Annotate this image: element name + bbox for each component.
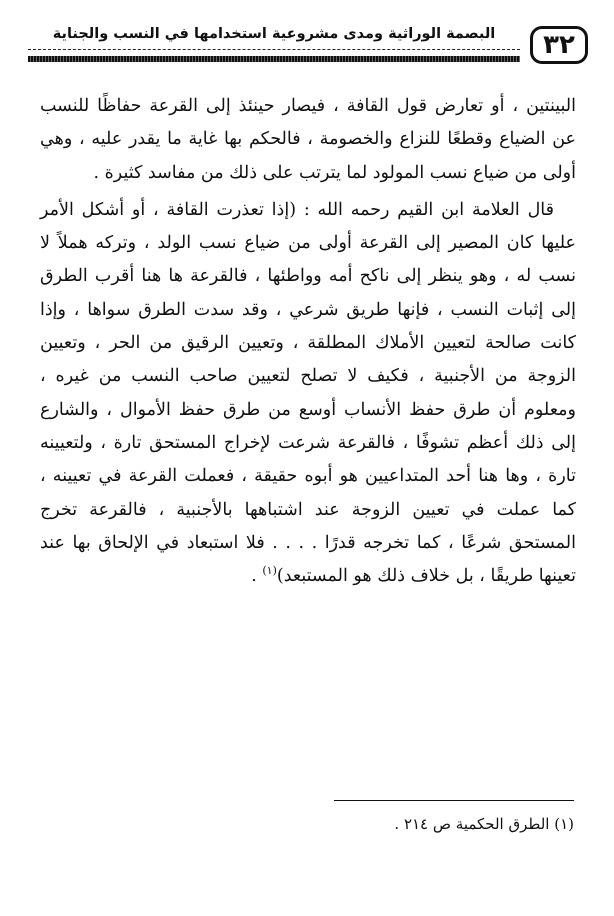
paragraph-2-end: . (251, 566, 263, 587)
paragraph-1: البينتين ، أو تعارض قول القافة ، فيصار حينئذ إلى القرعة حفاظًا للنسب عن الضياع وقطعًا للنزاع والخصومة ، فالحكم بها غاية ما يقدر عليه ، وهي أولى من ضياع نسب المولود لما يترتب على ذلك من مفاسد كثيرة . (40, 96, 576, 183)
paragraph-2 (40, 194, 576, 594)
header-thick-rule (28, 56, 520, 62)
paragraph-2-text: قال العلامة ابن القيم رحمه الله : (إذا تعذرت القافة ، أو أشكل الأمر عليها كان المصير إلى القرعة أولى من ضياع نسب الولد ، وتركه هملاً لا نسب له ، وهو ينظر إلى ناكح أمه وواطئها ، فالقرعة ها هنا أقرب الطرق إلى إثبات النسب ، فإنها طريق شرعي ، وقد سدت الطرق سواها ، وإذا كانت صالحة لتعيين الأملاك المطلقة ، وتعيين الرقيق من الحر ، وتعيين الزوجة من الأجنبية ، فكيف لا تصلح لتعيين صاحب النسب من غيره ، ومعلوم أن طرق حفظ الأنساب أوسع من طرق حفظ الأموال ، والشارع إلى ذلك أعظم تشوفًا ، فالقرعة شرعت لإخراج المستحق تارة ، ولتعيينه تارة ، وها هنا أحد المتداعيين هو أبوه حقيقة ، فعملت القرعة في تعيينه ، كما عملت في تعيين الزوجة عند اشتباهها بالأجنبية ، فالقرعة تخرج المستحق شرعًا ، كما تخرجه قدرًا . . . . فلا استبعاد في الإلحاق بها عند تعينها طريقًا ، بل خلاف ذلك هو المستبعد) (40, 199, 576, 587)
page-header (28, 18, 588, 70)
footnote-reference: (١) (262, 564, 277, 578)
page-number: ٣٢ (530, 26, 588, 64)
header-dashed-rule (28, 49, 520, 50)
running-title: البصمة الوراثية ومدى مشروعية استخدامها في النسب والجناية (52, 26, 496, 42)
main-text (40, 90, 576, 593)
footnote: (١) الطرق الحكمية ص ٢١٤ . (394, 815, 574, 833)
footnote-separator (334, 800, 574, 801)
